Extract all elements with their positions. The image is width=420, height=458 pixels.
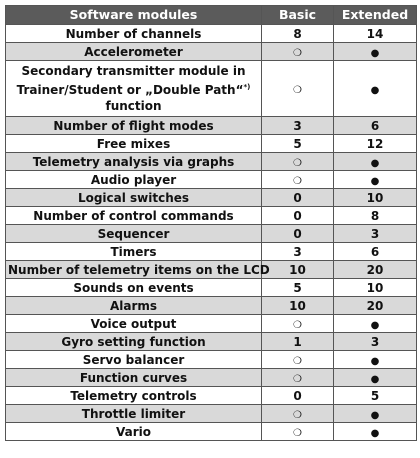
basic-value-cell xyxy=(262,297,334,315)
extended-value-cell xyxy=(334,405,417,423)
basic-value: 3 xyxy=(293,244,302,259)
basic-value-cell xyxy=(262,333,334,351)
module-name: Accelerometer xyxy=(84,44,183,59)
module-name: Throttle limiter xyxy=(81,406,186,421)
basic-value-cell xyxy=(262,207,334,225)
module-name-cell xyxy=(6,61,262,117)
extended-value-cell xyxy=(334,279,417,297)
extended-value-cell xyxy=(334,423,417,441)
header-extended: Extended xyxy=(334,6,417,25)
basic-value: 10 xyxy=(289,298,306,313)
open-circle-icon: ❍ xyxy=(293,319,302,331)
module-name: Vario xyxy=(115,424,151,439)
open-circle-icon: ❍ xyxy=(293,409,302,421)
extended-value: 8 xyxy=(370,208,380,223)
basic-value: 8 xyxy=(293,26,302,41)
extended-value: 5 xyxy=(370,388,380,403)
module-name: Number of control commands xyxy=(33,208,234,223)
table-row xyxy=(6,189,417,207)
table-row xyxy=(6,243,417,261)
filled-circle-icon: ● xyxy=(370,175,380,187)
extended-value-cell xyxy=(334,135,417,153)
module-name: Telemetry controls xyxy=(70,388,197,403)
module-name-cell xyxy=(6,369,262,387)
basic-value: 5 xyxy=(293,280,302,295)
basic-value-cell xyxy=(262,189,334,207)
module-name-cell xyxy=(6,43,262,61)
module-name-cell xyxy=(6,387,262,405)
module-name: Voice output xyxy=(90,316,177,331)
basic-value-cell xyxy=(262,25,334,43)
table-row xyxy=(6,261,417,279)
basic-value: 0 xyxy=(293,208,302,223)
extended-value: 6 xyxy=(370,244,380,259)
module-name-cell xyxy=(6,279,262,297)
table-row xyxy=(6,351,417,369)
module-name: Sounds on events xyxy=(73,280,194,295)
module-name-cell xyxy=(6,225,262,243)
basic-value-cell xyxy=(262,405,334,423)
table-header xyxy=(6,6,417,25)
table-row xyxy=(6,333,417,351)
module-name: Alarms xyxy=(109,298,158,313)
basic-value: 10 xyxy=(289,262,306,277)
extended-value-cell xyxy=(334,351,417,369)
extended-value-cell xyxy=(334,369,417,387)
table-row xyxy=(6,117,417,135)
module-name-suffix: function xyxy=(105,99,162,113)
open-circle-icon: ❍ xyxy=(293,427,302,439)
module-name-cell xyxy=(6,423,262,441)
basic-value: 3 xyxy=(293,118,302,133)
open-circle-icon: ❍ xyxy=(293,47,302,59)
table-row xyxy=(6,25,417,43)
header-software-modules: Software modules xyxy=(6,6,262,25)
module-name: Function curves xyxy=(79,370,188,385)
table-row xyxy=(6,171,417,189)
extended-value-cell xyxy=(334,61,417,117)
header-row xyxy=(6,6,417,25)
extended-value: 3 xyxy=(370,334,380,349)
extended-value: 12 xyxy=(366,136,384,151)
table-row xyxy=(6,297,417,315)
basic-value-cell xyxy=(262,261,334,279)
module-name: Audio player xyxy=(90,172,177,187)
header-basic: Basic xyxy=(262,6,334,25)
basic-value-cell xyxy=(262,171,334,189)
basic-value-cell xyxy=(262,117,334,135)
table-row xyxy=(6,315,417,333)
basic-value-cell xyxy=(262,351,334,369)
module-name: Logical switches xyxy=(77,190,190,205)
extended-value-cell xyxy=(334,261,417,279)
extended-value: 20 xyxy=(366,298,384,313)
basic-value-cell xyxy=(262,153,334,171)
table-row xyxy=(6,405,417,423)
extended-value-cell xyxy=(334,315,417,333)
table-body xyxy=(6,25,417,441)
module-name-cell xyxy=(6,189,262,207)
basic-value-cell xyxy=(262,279,334,297)
extended-value-cell xyxy=(334,189,417,207)
module-name-cell xyxy=(6,297,262,315)
module-name: Free mixes xyxy=(96,136,171,151)
module-name: Telemetry analysis via graphs xyxy=(32,154,235,169)
module-name-cell xyxy=(6,243,262,261)
extended-value: 10 xyxy=(366,190,384,205)
extended-value-cell xyxy=(334,387,417,405)
extended-value-cell xyxy=(334,297,417,315)
footnote-marker: *) xyxy=(243,83,251,91)
open-circle-icon: ❍ xyxy=(293,157,302,169)
module-name-cell xyxy=(6,153,262,171)
open-circle-icon: ❍ xyxy=(293,373,302,385)
module-name: Number of flight modes xyxy=(53,118,214,133)
table-row xyxy=(6,61,417,117)
extended-value-cell xyxy=(334,207,417,225)
extended-value-cell xyxy=(334,333,417,351)
extended-value-cell xyxy=(334,171,417,189)
extended-value-cell xyxy=(334,243,417,261)
extended-value: 6 xyxy=(370,118,380,133)
basic-value: 1 xyxy=(293,334,302,349)
extended-value-cell xyxy=(334,43,417,61)
basic-value: 0 xyxy=(293,226,302,241)
filled-circle-icon: ● xyxy=(370,373,380,385)
module-name: Number of telemetry items on the LCD xyxy=(8,262,270,277)
basic-value: 0 xyxy=(293,190,302,205)
module-name-cell xyxy=(6,171,262,189)
extended-value-cell xyxy=(334,25,417,43)
table-row xyxy=(6,225,417,243)
module-name-cell xyxy=(6,261,270,279)
basic-value-cell xyxy=(262,135,334,153)
basic-value-cell xyxy=(262,369,334,387)
filled-circle-icon: ● xyxy=(370,319,380,331)
basic-value-cell xyxy=(262,423,334,441)
table-row xyxy=(6,153,417,171)
filled-circle-icon: ● xyxy=(370,157,380,169)
filled-circle-icon: ● xyxy=(370,427,380,439)
module-name: Timers xyxy=(110,244,157,259)
software-modules-table xyxy=(5,5,417,441)
module-name-cell xyxy=(6,117,262,135)
extended-value: 14 xyxy=(366,26,384,41)
table-row xyxy=(6,387,417,405)
extended-value: 20 xyxy=(366,262,384,277)
basic-value-cell xyxy=(262,43,334,61)
table-row xyxy=(6,207,417,225)
extended-value-cell xyxy=(334,117,417,135)
basic-value-cell xyxy=(262,315,334,333)
extended-value-cell xyxy=(334,153,417,171)
filled-circle-icon: ● xyxy=(370,355,380,367)
basic-value: 5 xyxy=(293,136,302,151)
module-name: Number of channels xyxy=(65,26,202,41)
filled-circle-icon: ● xyxy=(370,84,380,96)
filled-circle-icon: ● xyxy=(370,409,380,421)
basic-value-cell xyxy=(262,243,334,261)
module-name-cell xyxy=(6,315,262,333)
module-name-cell xyxy=(6,207,262,225)
basic-value-cell xyxy=(262,387,334,405)
extended-value: 3 xyxy=(370,226,380,241)
open-circle-icon: ❍ xyxy=(293,175,302,187)
table-row xyxy=(6,279,417,297)
module-name: Servo balancer xyxy=(82,352,185,367)
table-row xyxy=(6,43,417,61)
module-name-cell xyxy=(6,351,262,369)
open-circle-icon: ❍ xyxy=(293,84,302,96)
extended-value-cell xyxy=(334,225,417,243)
basic-value-cell xyxy=(262,225,334,243)
module-name: Gyro setting function xyxy=(61,334,206,349)
filled-circle-icon: ● xyxy=(370,47,380,59)
open-circle-icon: ❍ xyxy=(293,355,302,367)
module-name-cell xyxy=(6,333,262,351)
module-name: Secondary transmitter module in Trainer/Student or „Double Path“ xyxy=(16,64,246,97)
module-name: Sequencer xyxy=(97,226,170,241)
extended-value: 10 xyxy=(366,280,384,295)
table-row xyxy=(6,135,417,153)
table-row xyxy=(6,423,417,441)
module-name-cell xyxy=(6,25,262,43)
module-name-cell xyxy=(6,405,262,423)
table-row xyxy=(6,369,417,387)
basic-value: 0 xyxy=(293,388,302,403)
basic-value-cell xyxy=(262,61,334,117)
module-name-cell xyxy=(6,135,262,153)
